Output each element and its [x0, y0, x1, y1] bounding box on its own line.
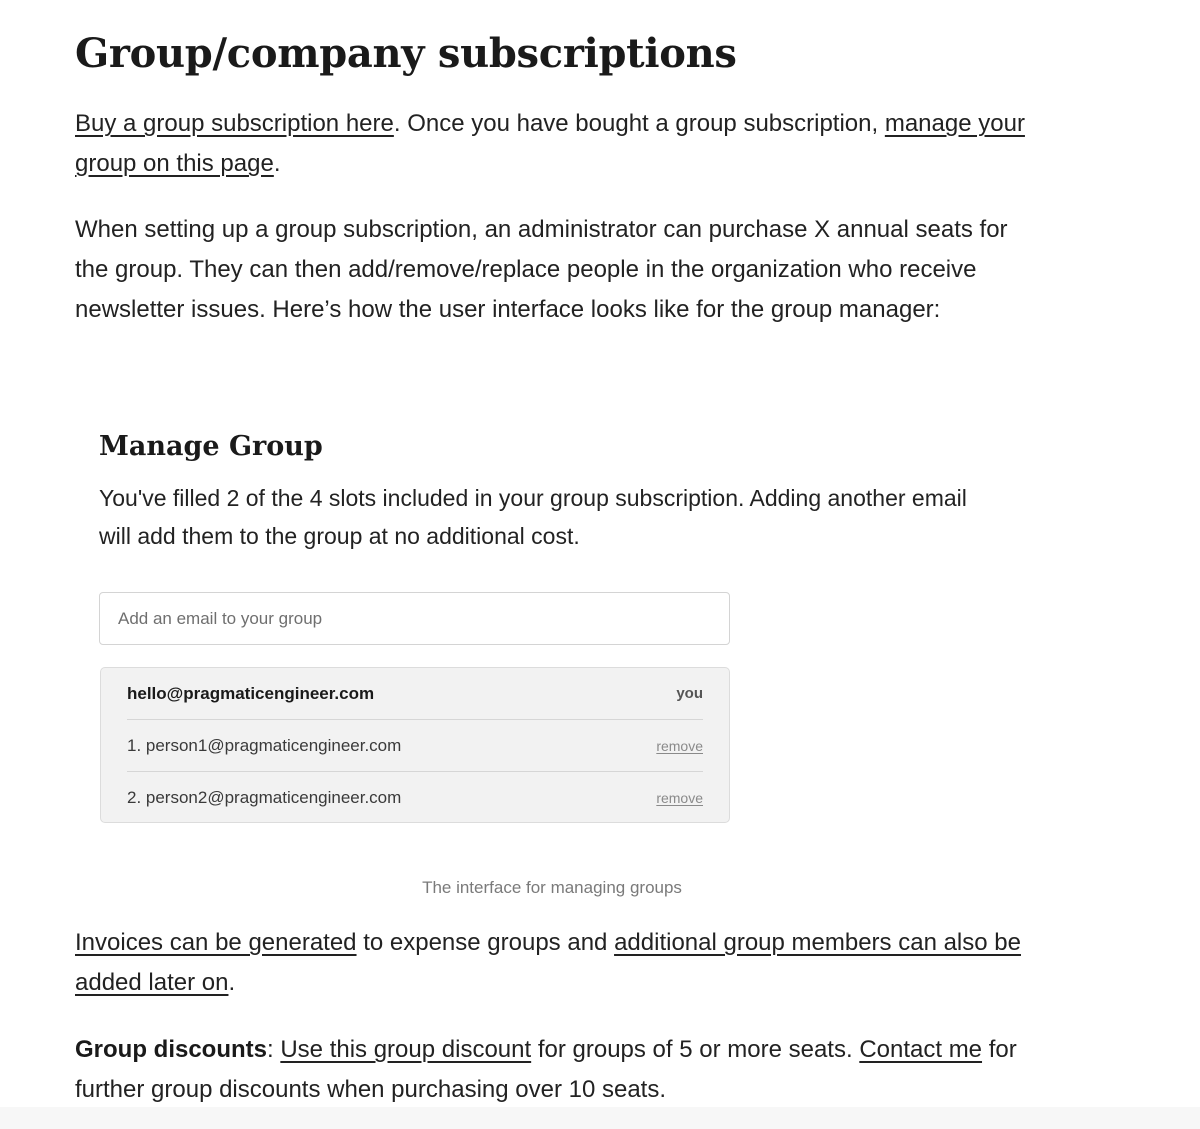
- discounts-colon: :: [267, 1036, 281, 1063]
- invoices-link[interactable]: Invoices can be generated: [75, 929, 357, 956]
- page-title: Group/company subscriptions: [75, 30, 737, 77]
- manage-group-description: You've filled 2 of the 4 slots included in your group subscription. Adding another email will add them to the group at no additional cost.: [99, 485, 967, 549]
- discounts-text: for groups of 5 or more seats.: [531, 1036, 860, 1063]
- remove-member-link[interactable]: remove: [656, 789, 703, 806]
- buy-group-subscription-link[interactable]: Buy a group subscription here: [75, 110, 394, 137]
- group-discount-link[interactable]: Use this group discount: [280, 1036, 532, 1063]
- you-badge: you: [676, 685, 703, 702]
- discounts-paragraph: [75, 1030, 1035, 1110]
- owner-email: hello@pragmaticengineer.com: [127, 683, 375, 703]
- manage-group-panel: [99, 425, 999, 549]
- intro-text: . Once you have bought a group subscription,: [393, 110, 885, 137]
- intro-paragraph: [75, 104, 1035, 184]
- invoices-end: .: [228, 969, 236, 996]
- contact-me-link[interactable]: Contact me: [859, 1036, 983, 1063]
- manage-group-heading: Manage Group: [99, 431, 323, 462]
- discounts-label: Group discounts: [75, 1036, 267, 1063]
- intro-end: .: [273, 150, 281, 177]
- list-item-owner: [127, 668, 703, 720]
- add-email-input[interactable]: [99, 592, 730, 645]
- discounts-end: for further group discounts when purchasing over 10 seats.: [75, 1036, 1017, 1103]
- remove-member-link[interactable]: remove: [656, 737, 703, 754]
- member-email: 1. person1@pragmaticengineer.com: [127, 735, 402, 755]
- add-members-later-link[interactable]: additional group members can also be added later on: [75, 929, 1021, 996]
- member-email: 2. person2@pragmaticengineer.com: [127, 787, 402, 807]
- group-member-list: [100, 667, 730, 823]
- manage-group-link[interactable]: manage your group on this page: [75, 110, 1025, 177]
- explanation-paragraph: When setting up a group subscription, an administrator can purchase X annual seats for the group. They can then add/remove/replace people in the organization who receive newsletter issues. Here’s how the user interface looks like for the group manager:: [75, 216, 1008, 323]
- bottom-edge: [0, 1107, 1200, 1129]
- list-item: [127, 772, 703, 823]
- list-item: [127, 720, 703, 772]
- figure-caption: The interface for managing groups: [422, 878, 682, 897]
- invoices-text: to expense groups and: [356, 929, 615, 956]
- invoices-paragraph: [75, 923, 1035, 1003]
